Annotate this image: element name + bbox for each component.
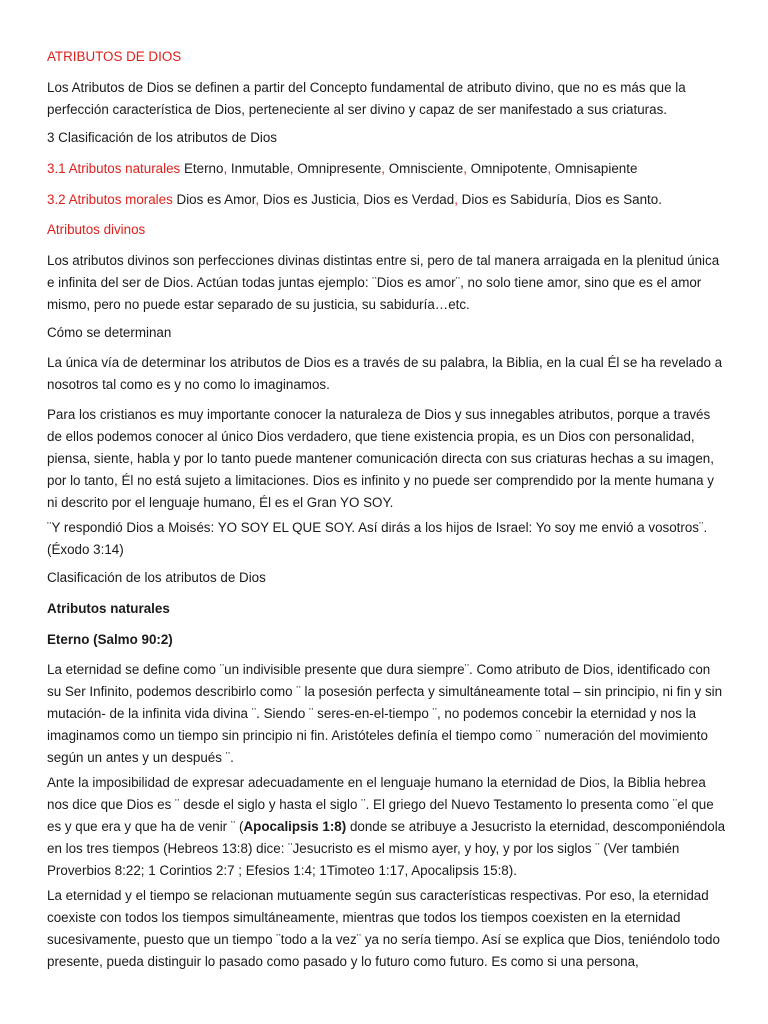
list-separator: , [381, 161, 386, 176]
natural-attribute-item: Inmutable [230, 161, 290, 176]
apocalypse-reference: Apocalipsis 1:8) [243, 819, 347, 834]
natural-attribute-item: Eterno [183, 161, 224, 176]
list-separator: , [547, 161, 552, 176]
exodus-quote: ¨Y respondió Dios a Moisés: YO SOY EL QUE SOY. Así dirás a los hijos de Israel: Yo soy me envió a vosotros¨. (Éxodo 3:14) [47, 520, 708, 557]
classification-heading: 3 Clasificación de los atributos de Dios [47, 130, 277, 145]
eternity-paragraph-1: La eternidad se define como ¨un indivisible presente que dura siempre¨. Como atributo de Dios, identificado con su Ser Infinito, podemos describirlo como ¨ la posesión perfecta y simultáneamente total – sin principio, ni fin y sin mutación- de la infinita vida divina ¨. Siendo ¨ seres-en-el-tiempo ¨, no podemos concebir la eternidad y nos la imaginamos como un tiempo sin principio ni fin. Aristóteles definía el tiempo como ¨ numeración del movimiento según un antes y un después ¨. [47, 662, 723, 765]
moral-attributes-line [47, 189, 727, 211]
list-separator: , [355, 192, 360, 207]
how-determined-heading: Cómo se determinan [47, 325, 172, 340]
divine-attributes-heading: Atributos divinos [47, 222, 146, 237]
natural-attribute-item: Omnisciente [388, 161, 464, 176]
intro-paragraph: Los Atributos de Dios se definen a partir del Concepto fundamental de atributo divino, que no es más que la perfección característica de Dios, perteneciente al ser divino y capaz de ser manifestado a sus criaturas. [47, 80, 686, 117]
list-separator: , [223, 161, 228, 176]
list-separator: , [454, 192, 458, 207]
document-title: ATRIBUTOS DE DIOS [47, 49, 182, 64]
natural-attribute-item: Omnipresente [297, 161, 382, 176]
christians-paragraph: Para los cristianos es muy importante conocer la naturaleza de Dios y sus innegables atributos, porque a través de ellos podemos conocer al único Dios verdadero, que tiene existencia propia, es un Dios con personalidad, piensa, siente, habla y por lo tanto puede mantener comunicación directa con sus criaturas hechas a su imagen, por lo tanto, Él no está sujeto a limitaciones. Dios es infinito y no puede ser comprendido por la mente humana y ni descrito por el lenguaje humano, Él es el Gran YO SOY. [47, 407, 714, 510]
moral-attribute-item: Dios es Justicia [262, 192, 356, 207]
moral-attribute-item: Dios es Verdad [363, 192, 455, 207]
list-separator: , [255, 192, 260, 207]
how-determined-paragraph: La única vía de determinar los atributos de Dios es a través de su palabra, la Biblia, en la cual Él se ha revelado a nosotros tal como es y no como lo imaginamos. [47, 355, 723, 392]
list-separator: , [289, 161, 294, 176]
moral-attribute-item: Dios es Amor [176, 192, 256, 207]
moral-attributes-list [177, 192, 662, 207]
divine-attributes-paragraph: Los atributos divinos son perfecciones divinas distintas entre si, pero de tal manera arraigada en la plenitud única e infinita del ser de Dios. Actúan todas juntas ejemplo: ¨Dios es amor¨, no solo tiene amor, sino que es el amor mismo, pero no puede estar separado de su justicia, su sabiduría…etc. [47, 253, 720, 312]
natural-attributes-heading: Atributos naturales [47, 601, 170, 616]
eternity-paragraph-2-text-a: Ante la imposibilidad de expresar adecuadamente en el lenguaje humano la eternidad de Dios, la Biblia hebrea nos dice que Dios es ¨ desde el siglo y hasta el siglo ¨. El griego del Nuevo Testamento lo presenta como ¨el que es y que era y que ha de venir ¨ ( [47, 775, 714, 834]
list-separator: , [567, 192, 572, 207]
natural-attributes-list [184, 161, 637, 176]
moral-attributes-label: 3.2 Atributos morales [47, 192, 173, 207]
eternal-heading: Eterno (Salmo 90:2) [47, 632, 173, 647]
natural-attributes-line [47, 158, 727, 180]
classification-heading-2: Clasificación de los atributos de Dios [47, 570, 266, 585]
natural-attributes-label: 3.1 Atributos naturales [47, 161, 181, 176]
eternity-paragraph-3: La eternidad y el tiempo se relacionan mutuamente según sus características respectivas. Por eso, la eternidad coexiste con todos los tiempos simultáneamente, mientras que todos los tiempos coexisten en la eternidad sucesivamente, puesto que un tiempo ¨todo a la vez¨ ya no sería tiempo. Así se explica que Dios, teniéndolo todo presente, pueda distinguir lo pasado como pasado y lo futuro como futuro. Es como si una persona, [47, 888, 720, 969]
moral-attribute-item: Dios es Santo. [574, 192, 662, 207]
natural-attribute-item: Omnisapiente [554, 161, 638, 176]
eternity-paragraph-2 [47, 772, 727, 882]
moral-attribute-item: Dios es Sabiduría [461, 192, 568, 207]
eternity-paragraph-2-text-b: donde se atribuye a Jesucristo la eternidad, descomponiéndola en los tres tiempos (Hebreos 13:8) dice: ¨Jesucristo es el mismo ayer, y hoy, y por los siglos ¨ (Ver también Proverbios 8:22; 1 Corintios 2:7 ; Efesios 1:4; 1Timoteo 1:17, Apocalipsis 15:8). [47, 819, 726, 878]
list-separator: , [463, 161, 467, 176]
natural-attribute-item: Omnipotente [470, 161, 548, 176]
